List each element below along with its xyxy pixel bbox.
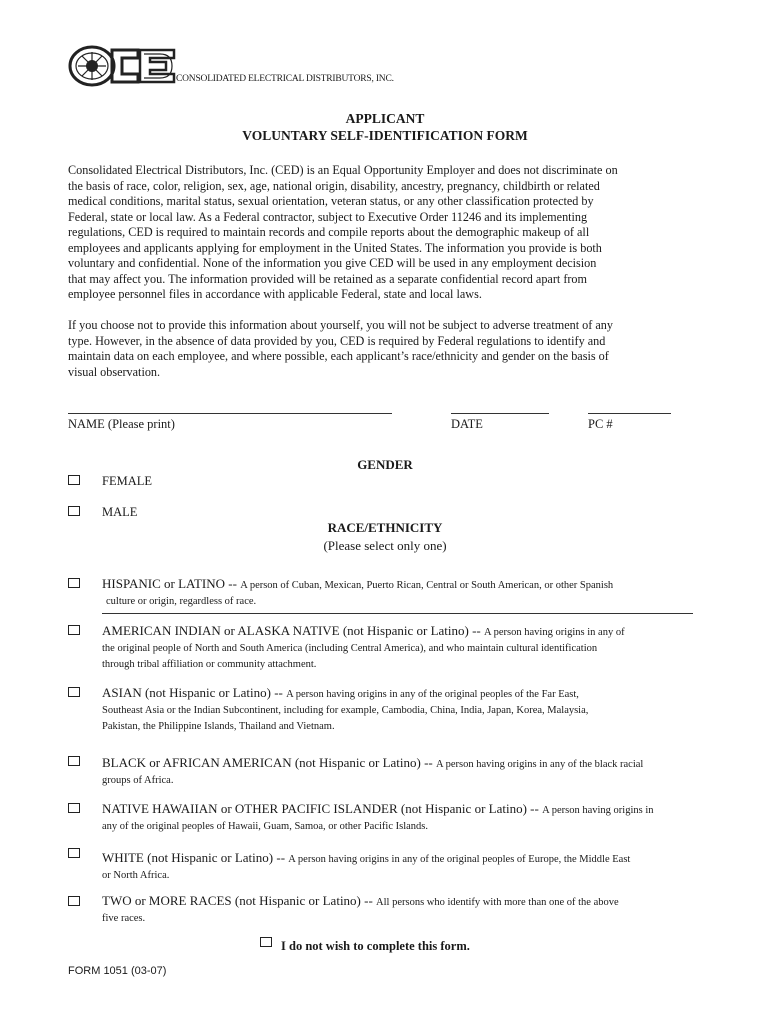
- ced-logo: [68, 44, 176, 88]
- female-checkbox[interactable]: [68, 475, 80, 485]
- name-label: NAME (Please print): [68, 417, 175, 431]
- option-desc: All persons who identify with more than one of the above: [376, 897, 619, 908]
- race-heading: RACE/ETHNICITY: [327, 520, 443, 535]
- two-or-more-checkbox[interactable]: [68, 896, 80, 906]
- option-desc: A person having origins in any of the original peoples of the Far East,: [286, 689, 579, 700]
- native-hawaiian-option: [102, 801, 722, 835]
- intro-line: Consolidated Electrical Distributors, Inc. (CED) is an Equal Opportunity Employer and does not discriminate on: [68, 163, 618, 177]
- option-head: TWO or MORE RACES (not Hispanic or Latino) --: [102, 893, 377, 908]
- intro-line: that may affect you. The information provided will be retained as a separate confidential record apart from: [68, 271, 588, 286]
- decline-label: I do not wish to complete this form.: [281, 939, 470, 953]
- intro-line: medical conditions, marital status, sexual orientation, veteran status, or any other classification protected by: [68, 194, 594, 208]
- date-label: DATE: [451, 417, 483, 431]
- asian-option: [102, 685, 722, 735]
- intro-line: regulations, CED is required to maintain records and compile reports about the demographic makeup of all: [68, 225, 590, 239]
- option-desc-line: culture or origin, regardless of race.: [106, 596, 257, 607]
- intro-line: voluntary and confidential. None of the information you give CED will be used in any employment decision: [68, 256, 597, 270]
- asian-checkbox[interactable]: [68, 687, 80, 697]
- option-head: ASIAN (not Hispanic or Latino) --: [102, 685, 287, 700]
- option-desc: A person having origins in: [542, 805, 654, 816]
- white-checkbox[interactable]: [68, 848, 80, 858]
- notice-line: maintain data on each employee, and where possible, each applicant’s race/ethnicity and gender on the basis of: [68, 349, 609, 363]
- option-desc-line: groups of Africa.: [102, 775, 174, 786]
- option-head: BLACK or AFRICAN AMERICAN (not Hispanic or Latino) --: [102, 755, 437, 770]
- american-indian-checkbox[interactable]: [68, 625, 80, 635]
- option-head: NATIVE HAWAIIAN or OTHER PACIFIC ISLANDER (not Hispanic or Latino) --: [102, 801, 543, 816]
- gender-heading: GENDER: [357, 457, 413, 472]
- option-desc: A person having origins in any of the black racial: [436, 759, 644, 770]
- black-checkbox[interactable]: [68, 756, 80, 766]
- hispanic-option: [102, 576, 722, 610]
- separator-rule: [102, 613, 693, 614]
- form-title-line1: APPLICANT: [345, 111, 425, 126]
- pc-input-line[interactable]: [588, 413, 671, 414]
- pc-label: PC #: [588, 417, 613, 431]
- option-desc: A person having origins in any of: [484, 627, 625, 638]
- option-head: AMERICAN INDIAN or ALASKA NATIVE (not Hispanic or Latino) --: [102, 623, 485, 638]
- intro-line: Federal, state or local law. As a Federal contractor, subject to Executive Order 11246 and its implementing: [68, 209, 588, 224]
- option-desc-line: any of the original peoples of Hawaii, Guam, Samoa, or other Pacific Islands.: [102, 821, 428, 832]
- option-head: HISPANIC or LATINO --: [102, 576, 241, 591]
- option-desc: A person of Cuban, Mexican, Puerto Rican, Central or South American, or other Spanish: [240, 580, 614, 591]
- hispanic-checkbox[interactable]: [68, 578, 80, 588]
- option-head: WHITE (not Hispanic or Latino) --: [102, 850, 289, 865]
- notice-paragraph: [68, 318, 704, 380]
- native-hawaiian-checkbox[interactable]: [68, 803, 80, 813]
- intro-line: employees and applicants applying for employment in the United States. The information you provide is both: [68, 240, 602, 255]
- option-desc-line: or North Africa.: [102, 870, 170, 881]
- race-subheading: (Please select only one): [323, 538, 447, 553]
- option-desc-line: the original people of North and South America (including Central America), and who maintain cultural identification: [102, 643, 598, 654]
- intro-paragraph: [68, 163, 704, 303]
- option-desc-line: Pakistan, the Philippine Islands, Thailand and Vietnam.: [102, 721, 335, 732]
- intro-line: employee personnel files in accordance with applicable Federal, state and local laws.: [68, 287, 482, 301]
- option-desc-line: Southeast Asia or the Indian Subcontinent, including for example, Cambodia, China, India, Japan, Korea, Malaysia,: [102, 705, 589, 716]
- decline-checkbox[interactable]: [260, 937, 272, 947]
- male-checkbox[interactable]: [68, 506, 80, 516]
- white-option: [102, 850, 722, 884]
- form-number: FORM 1051 (03-07): [68, 965, 167, 977]
- company-name: CONSOLIDATED ELECTRICAL DISTRIBUTORS, INC.: [176, 74, 394, 84]
- black-option: [102, 755, 722, 789]
- form-title-line2: VOLUNTARY SELF-IDENTIFICATION FORM: [242, 128, 528, 143]
- option-desc: A person having origins in any of the original peoples of Europe, the Middle East: [288, 854, 631, 865]
- date-input-line[interactable]: [451, 413, 549, 414]
- american-indian-option: [102, 623, 722, 673]
- option-desc-line: through tribal affiliation or community attachment.: [102, 659, 317, 670]
- option-desc-line: five races.: [102, 913, 146, 924]
- male-label: MALE: [102, 505, 138, 519]
- notice-line: visual observation.: [68, 364, 161, 379]
- intro-line: the basis of race, color, religion, sex, age, national origin, disability, ancestry, pregnancy, childbirth or related: [68, 178, 600, 193]
- notice-line: If you choose not to provide this information about yourself, you will not be subject to adverse treatment of any: [68, 318, 613, 332]
- name-input-line[interactable]: [68, 413, 392, 414]
- two-or-more-option: [102, 893, 722, 927]
- female-label: FEMALE: [102, 474, 152, 488]
- notice-line: type. However, in the absence of data provided by you, CED is required by Federal regulations to identify and: [68, 333, 606, 348]
